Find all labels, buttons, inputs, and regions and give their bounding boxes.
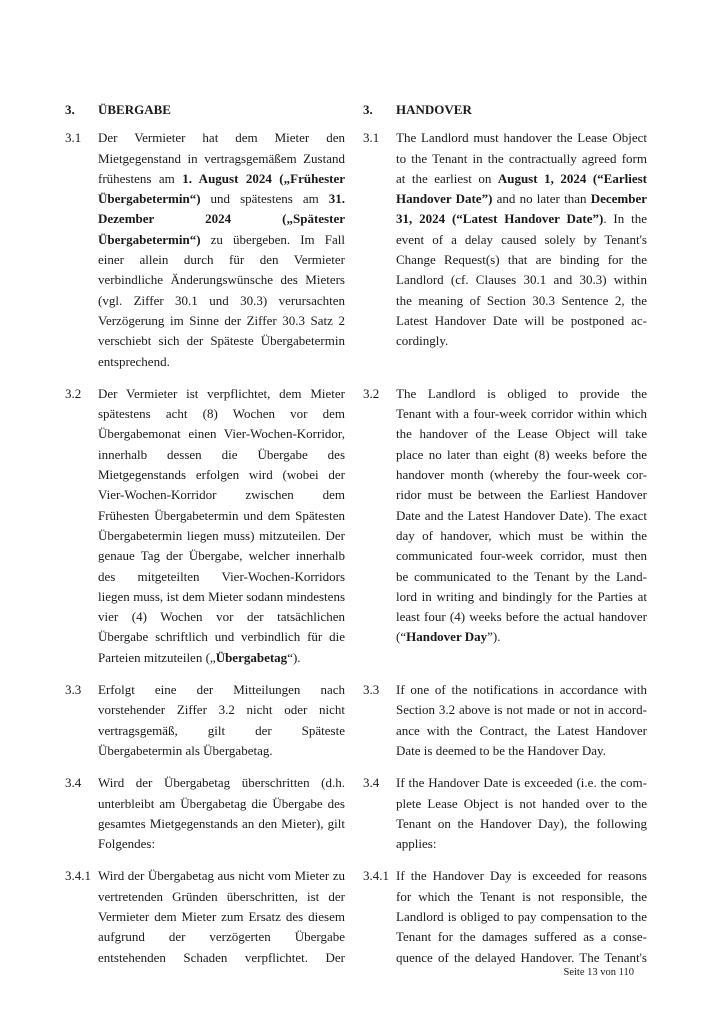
text-line: at the earliest on August 1, 2024 (“Earliest (396, 170, 647, 186)
clause-number-english: 3.4 (363, 775, 380, 791)
text-line: Vier-Wochen-Korridor zwischen dem (98, 487, 345, 503)
clause-number-german: 3.4.1 (65, 868, 91, 884)
clause-row (65, 866, 647, 967)
text-line: frühestens am 1. August 2024 („Frühester (98, 170, 345, 186)
text-line: des mitgeteilten Vier-Wochen-Korridors (98, 568, 345, 584)
text-line: Change Request(s) that are binding for the (396, 252, 647, 268)
text-line: spätestens acht (8) Wochen vor dem (98, 406, 345, 422)
text-line: Übergabetermin liegen muss) mitzuteilen. Der (98, 527, 345, 543)
text-line: If the Handover Date is exceeded (i.e. the com- (396, 775, 647, 791)
text-line: gesamtes Mietgegenstands an den Mieter), gilt (98, 815, 345, 831)
clause-text-german (98, 773, 345, 854)
text-line: genaue Tag der Übergabe, welcher innerhalb (98, 548, 345, 564)
clause-text-english (396, 100, 647, 120)
text-line: HANDOVER (396, 102, 472, 117)
clause-number-english: 3.4.1 (363, 868, 389, 884)
text-line: entsprechend. (98, 353, 170, 369)
text-line: handover month (whereby the four-week cor- (396, 467, 647, 483)
clause-row (65, 384, 647, 668)
text-line: event of a delay caused solely by Tenant's (396, 231, 647, 247)
bold-text: Dezember 2024 („Spätester (98, 211, 345, 227)
text-line: place no later than eight (8) weeks before the (396, 446, 647, 462)
text-line: unterbleibt am Übergabetag die Übergabe des (98, 795, 345, 811)
text-line: Tenant with a four-week corridor within which (396, 406, 647, 422)
text-line: vier (4) Wochen vor der tatsächlichen (98, 609, 345, 625)
clause-number-english: 3.2 (363, 385, 380, 401)
page-number-footer: Seite 13 von 110 (563, 967, 634, 978)
bold-text: 1. August 2024 („Frühester (182, 170, 345, 186)
text-line: Frühesten Übergabetermin und dem Spätesten (98, 507, 345, 523)
clause-german (65, 384, 345, 668)
text-line: vertragsgemäß, gilt der Späteste (98, 722, 345, 738)
text-line: Section 3.2 above is not made or not in accord- (396, 702, 647, 718)
text-line: Verzögerung im Sinne der Ziffer 30.3 Satz 2 (98, 312, 345, 328)
bold-text: December (590, 191, 647, 207)
clause-english (363, 128, 647, 372)
text-line: lord in writing and bindingly for the Parties at (396, 588, 647, 604)
clause-row (65, 128, 647, 372)
clause-german (65, 100, 345, 120)
text-line: Wird der Übergabetag überschritten (d.h. (98, 775, 345, 791)
clause-row (65, 100, 647, 120)
text-line: Folgendes: (98, 836, 156, 852)
bold-text: August 1, 2024 (“Earliest (497, 170, 647, 186)
clause-text-english (396, 680, 647, 761)
clause-text-english (396, 384, 647, 668)
clause-text-german (98, 384, 345, 668)
text-line: verbindliche Änderungswünsche des Mieters (98, 272, 345, 288)
bold-text: Handover Day (406, 629, 488, 645)
text-line: Der Vermieter hat dem Mieter den (98, 130, 345, 146)
text-line: vertretenden Gründen überschritten, ist der (98, 888, 345, 904)
text-line: Landlord is obliged to pay compensation to the (396, 908, 647, 924)
clause-text-german (98, 128, 345, 372)
bold-text: Handover Date”) (396, 191, 493, 207)
clause-row (65, 680, 647, 761)
text-line: entstehenden Schaden verpflichtet. Der (98, 949, 345, 965)
clause-text-german (98, 866, 345, 967)
text-line: verschiebt sich der Späteste Übergabetermin (98, 333, 345, 349)
text-line: ridor must be between the Earliest Handover (396, 487, 647, 503)
text-line: Übergabe schriftlich und verbindlich für die (98, 629, 345, 645)
text-line: Der Vermieter ist verpflichtet, dem Mieter (98, 385, 345, 401)
text-line: Erfolgt eine der Mitteilungen nach (98, 682, 345, 698)
text-line: plete Lease Object is not handed over to the (396, 795, 647, 811)
clause-text-german (98, 680, 345, 761)
clause-number-english: 3. (363, 102, 373, 117)
text-line: Latest Handover Date will be postponed ac- (396, 312, 647, 328)
clause-text-english (396, 773, 647, 854)
text-line: applies: (396, 836, 437, 852)
text-line: vorstehender Ziffer 3.2 nicht oder nicht (98, 702, 345, 718)
contract-body (65, 100, 647, 980)
text-line: Mietgegenstand in vertragsgemäßem Zustand (98, 150, 345, 166)
text-line: Übergabetermin“) und spätestens am 31. (98, 191, 345, 207)
text-line: communicated four-week corridor, must then (396, 548, 647, 564)
text-line: for which the Tenant is not responsible, the (396, 888, 647, 904)
text-line (98, 209, 345, 229)
text-line: be communicated to the Tenant by the Land- (396, 568, 647, 584)
text-line: day of handover, which must be within the (396, 527, 647, 543)
clause-english (363, 773, 647, 854)
text-line: the meaning of Section 30.3 Sentence 2, the (396, 292, 647, 308)
clause-english (363, 866, 647, 967)
text-line: Übergabemonat einen Vier-Wochen-Korridor, (98, 426, 345, 442)
text-line: Übergabetermin“) zu übergeben. Im Fall (98, 231, 345, 247)
text-line: Übergabetermin als Übergabetag. (98, 742, 273, 758)
clause-text-english (396, 866, 647, 967)
text-line: cordingly. (396, 333, 449, 349)
text-line: The Landlord must handover the Lease Object (396, 130, 647, 146)
clause-german (65, 680, 345, 761)
bold-text: 31, 2024 (“Latest Handover Date”) (396, 211, 604, 227)
text-line: The Landlord is obliged to provide the (396, 385, 647, 401)
text-line: Wird der Übergabetag aus nicht vom Mieter zu (98, 868, 345, 884)
text-line: Vermieter dem Mieter zum Ersatz des diesem (98, 908, 345, 924)
text-line: Date is deemed to be the Handover Day. (396, 742, 606, 758)
text-line: ÜBERGABE (98, 102, 171, 117)
clause-number-german: 3.2 (65, 385, 82, 401)
text-line: ance with the Contract, the Latest Handover (396, 722, 647, 738)
text-line: Handover Date”) and no later than December (396, 191, 647, 207)
bold-text: Übergabetag (215, 649, 288, 665)
bold-text: Übergabetermin“) (98, 191, 201, 207)
clause-number-german: 3.1 (65, 130, 82, 146)
text-line: Date and the Latest Handover Date). The exact (396, 507, 647, 523)
clause-english (363, 100, 647, 120)
text-line: Landlord (cf. Clauses 30.1 and 30.3) within (396, 272, 647, 288)
clause-english (363, 384, 647, 668)
clause-german (65, 128, 345, 372)
text-line: Tenant on the Handover Day), the following (396, 815, 647, 831)
text-line: to the Tenant in the contractually agreed form (396, 150, 647, 166)
text-line: innerhalb dessen die Übergabe des (98, 446, 345, 462)
clause-number-german: 3. (65, 102, 75, 117)
bold-text: Übergabetermin“) (98, 231, 201, 247)
clause-text-german (98, 100, 345, 120)
clause-text-english (396, 128, 647, 372)
text-line: If one of the notifications in accordance with (396, 682, 647, 698)
bold-text: 31. (328, 191, 345, 207)
text-line: the handover of the Lease Object will take (396, 426, 647, 442)
clause-row (65, 773, 647, 854)
clause-number-english: 3.1 (363, 130, 380, 146)
clause-german (65, 773, 345, 854)
text-line: aufgrund der verzögerten Übergabe (98, 929, 345, 945)
clause-english (363, 680, 647, 761)
text-line: liegen muss, ist dem Mieter sodann mindestens (98, 588, 345, 604)
text-line: (“Handover Day”). (396, 629, 501, 645)
clause-number-german: 3.3 (65, 682, 82, 698)
text-line: quence of the delayed Handover. The Tenant's (396, 949, 647, 965)
text-line: If the Handover Day is exceeded for reasons (396, 868, 647, 884)
text-line: 31, 2024 (“Latest Handover Date”). In the (396, 211, 647, 227)
text-line: Parteien mitzuteilen („Übergabetag“). (98, 649, 301, 665)
text-line: (vgl. Ziffer 30.1 und 30.3) verursachten (98, 292, 345, 308)
text-line: Mietgegenstands erfolgen wird (wobei der (98, 467, 345, 483)
text-line: Tenant for the damages suffered as a conse- (396, 929, 647, 945)
text-line: least four (4) weeks before the actual handover (396, 609, 647, 625)
clause-number-english: 3.3 (363, 682, 380, 698)
clause-number-german: 3.4 (65, 775, 82, 791)
text-line: einer allein durch für den Vermieter (98, 252, 345, 268)
clause-german (65, 866, 345, 967)
